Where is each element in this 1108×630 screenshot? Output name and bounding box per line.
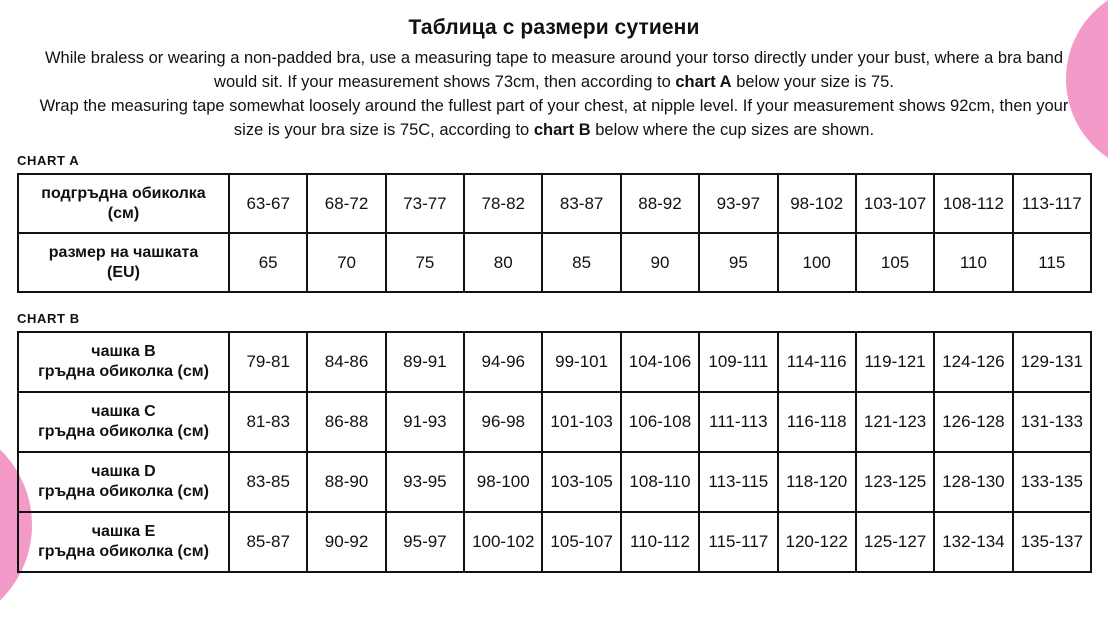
table-cell: 70 bbox=[307, 233, 385, 292]
table-cell: 100-102 bbox=[464, 512, 542, 572]
table-cell: 124-126 bbox=[934, 332, 1012, 392]
table-cell: 63-67 bbox=[229, 174, 307, 233]
table-cell: 110-112 bbox=[621, 512, 699, 572]
row-header-line1: чашка C bbox=[91, 403, 156, 420]
table-cell: 113-117 bbox=[1013, 174, 1091, 233]
table-cell: 105-107 bbox=[542, 512, 620, 572]
table-cell: 81-83 bbox=[229, 392, 307, 452]
table-cell: 115-117 bbox=[699, 512, 777, 572]
table-cell: 83-87 bbox=[542, 174, 620, 233]
row-header bbox=[18, 392, 229, 452]
table-cell: 75 bbox=[386, 233, 464, 292]
row-header bbox=[18, 174, 229, 233]
table-cell: 90-92 bbox=[307, 512, 385, 572]
row-header bbox=[18, 332, 229, 392]
table-row bbox=[18, 512, 1091, 572]
table-row bbox=[18, 392, 1091, 452]
table-cell: 131-133 bbox=[1013, 392, 1091, 452]
table-cell: 108-112 bbox=[934, 174, 1012, 233]
table-cell: 103-107 bbox=[856, 174, 934, 233]
table-row bbox=[18, 233, 1091, 292]
table-cell: 114-116 bbox=[778, 332, 856, 392]
table-cell: 121-123 bbox=[856, 392, 934, 452]
row-header-line2: гръдна обиколка (см) bbox=[38, 543, 209, 560]
chart-a-label: CHART A bbox=[17, 153, 80, 168]
row-header-line1: размер на чашката bbox=[48, 243, 199, 261]
table-cell: 85-87 bbox=[229, 512, 307, 572]
table-cell: 88-92 bbox=[621, 174, 699, 233]
intro-paragraph-cup bbox=[24, 94, 1084, 142]
chart-b-label: CHART B bbox=[17, 311, 80, 326]
table-cell: 94-96 bbox=[464, 332, 542, 392]
table-cell: 123-125 bbox=[856, 452, 934, 512]
table-cell: 95-97 bbox=[386, 512, 464, 572]
intro-text bbox=[24, 46, 1084, 142]
intro-p2-text-c: below where the cup sizes are shown. bbox=[590, 121, 875, 139]
table-cell: 88-90 bbox=[307, 452, 385, 512]
table-cell: 119-121 bbox=[856, 332, 934, 392]
table-cell: 100 bbox=[778, 233, 856, 292]
table-cell: 111-113 bbox=[699, 392, 777, 452]
table-cell: 115 bbox=[1013, 233, 1091, 292]
row-header-line2: гръдна обиколка (см) bbox=[38, 423, 209, 440]
table-cell: 80 bbox=[464, 233, 542, 292]
table-cell: 133-135 bbox=[1013, 452, 1091, 512]
chart-a-table bbox=[17, 173, 1092, 293]
row-header bbox=[18, 233, 229, 292]
table-cell: 93-95 bbox=[386, 452, 464, 512]
row-header bbox=[18, 452, 229, 512]
row-header-line2: гръдна обиколка (см) bbox=[38, 483, 209, 500]
table-cell: 120-122 bbox=[778, 512, 856, 572]
table-cell: 89-91 bbox=[386, 332, 464, 392]
chart-b-table bbox=[17, 331, 1092, 573]
table-cell: 85 bbox=[542, 233, 620, 292]
row-header-line2: (EU) bbox=[107, 263, 140, 281]
table-cell: 101-103 bbox=[542, 392, 620, 452]
table-cell: 68-72 bbox=[307, 174, 385, 233]
table-cell: 105 bbox=[856, 233, 934, 292]
table-cell: 99-101 bbox=[542, 332, 620, 392]
table-row bbox=[18, 332, 1091, 392]
table-cell: 86-88 bbox=[307, 392, 385, 452]
table-cell: 108-110 bbox=[621, 452, 699, 512]
intro-p2-text-a: Wrap the measuring tape somewhat loosely around the fullest part of your chest, at nipple level. If your measurement shows 92cm, then your size is your bra size is 75C, according to bbox=[39, 97, 1069, 139]
intro-p1-chart-ref: chart A bbox=[675, 73, 732, 91]
table-cell: 98-102 bbox=[778, 174, 856, 233]
intro-paragraph-band bbox=[24, 46, 1084, 94]
table-cell: 132-134 bbox=[934, 512, 1012, 572]
row-header-line1: чашка E bbox=[91, 523, 156, 540]
table-cell: 103-105 bbox=[542, 452, 620, 512]
table-cell: 104-106 bbox=[621, 332, 699, 392]
table-cell: 65 bbox=[229, 233, 307, 292]
table-cell: 118-120 bbox=[778, 452, 856, 512]
table-row bbox=[18, 174, 1091, 233]
table-cell: 73-77 bbox=[386, 174, 464, 233]
table-row bbox=[18, 452, 1091, 512]
table-cell: 125-127 bbox=[856, 512, 934, 572]
table-cell: 106-108 bbox=[621, 392, 699, 452]
page-title: Таблица с размери сутиени bbox=[408, 16, 700, 39]
table-cell: 129-131 bbox=[1013, 332, 1091, 392]
table-cell: 110 bbox=[934, 233, 1012, 292]
intro-p1-text-a: While braless or wearing a non-padded bra, use a measuring tape to measure around your torso directly under your bust, where a bra band would sit. If your measurement shows 73cm, then according to bbox=[44, 49, 1064, 91]
intro-p2-chart-ref: chart B bbox=[533, 121, 591, 139]
table-cell: 135-137 bbox=[1013, 512, 1091, 572]
table-cell: 116-118 bbox=[778, 392, 856, 452]
row-header bbox=[18, 512, 229, 572]
table-cell: 113-115 bbox=[699, 452, 777, 512]
table-cell: 109-111 bbox=[699, 332, 777, 392]
table-cell: 79-81 bbox=[229, 332, 307, 392]
table-cell: 95 bbox=[699, 233, 777, 292]
row-header-line1: подгръдна обиколка bbox=[41, 184, 206, 202]
table-cell: 96-98 bbox=[464, 392, 542, 452]
table-cell: 90 bbox=[621, 233, 699, 292]
table-cell: 91-93 bbox=[386, 392, 464, 452]
table-cell: 84-86 bbox=[307, 332, 385, 392]
table-cell: 78-82 bbox=[464, 174, 542, 233]
row-header-line2: гръдна обиколка (см) bbox=[38, 363, 209, 380]
intro-p1-text-c: below your size is 75. bbox=[731, 73, 894, 91]
table-cell: 93-97 bbox=[699, 174, 777, 233]
row-header-line1: чашка B bbox=[91, 343, 156, 360]
chart-b-body bbox=[18, 332, 1091, 572]
table-cell: 83-85 bbox=[229, 452, 307, 512]
table-cell: 126-128 bbox=[934, 392, 1012, 452]
row-header-line2: (см) bbox=[107, 204, 140, 222]
table-cell: 128-130 bbox=[934, 452, 1012, 512]
chart-a-body bbox=[18, 174, 1091, 292]
table-cell: 98-100 bbox=[464, 452, 542, 512]
row-header-line1: чашка D bbox=[91, 463, 156, 480]
